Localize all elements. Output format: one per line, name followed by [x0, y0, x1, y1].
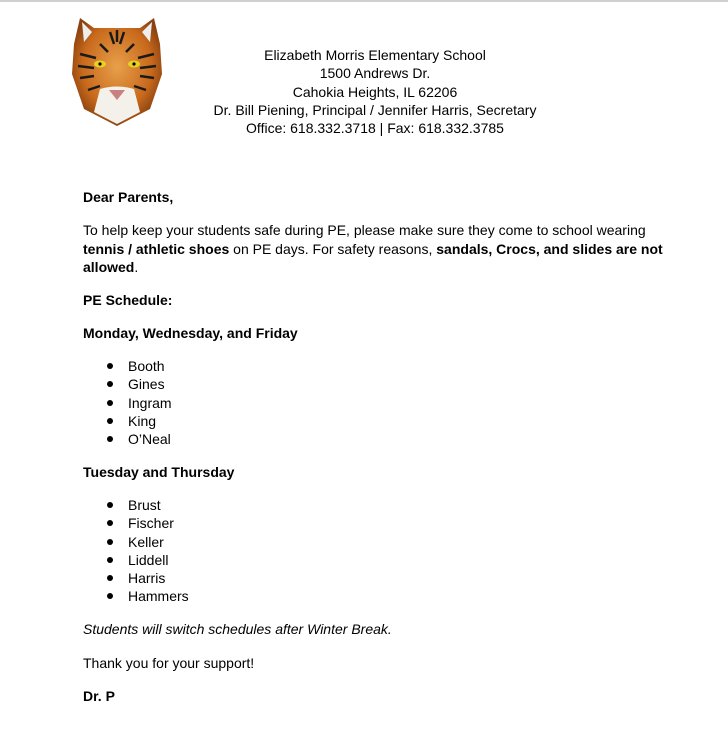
- signature-text: Dr. P: [83, 688, 115, 704]
- group-days: Monday, Wednesday, and Friday: [83, 325, 298, 341]
- group-days: Tuesday and Thursday: [83, 464, 235, 480]
- list-item: Liddell: [83, 551, 663, 569]
- thanks-line: Thank you for your support!: [83, 655, 255, 671]
- intro-paragraph: [83, 221, 663, 277]
- school-staff: Dr. Bill Piening, Principal / Jennifer Harris, Secretary: [213, 101, 537, 118]
- greeting: [83, 188, 663, 207]
- schedule-heading: [83, 291, 663, 310]
- group-mwf-list: [83, 357, 663, 448]
- para-bold-shoes: tennis / athletic shoes: [83, 240, 230, 257]
- tiger-logo-icon: [70, 14, 164, 128]
- school-letterhead: [160, 46, 590, 137]
- para-text: To help keep your students safe during PE, please make sure they come to school wearing: [83, 222, 646, 238]
- list-item: King: [83, 412, 663, 430]
- list-item: O’Neal: [83, 430, 663, 448]
- greeting-text: Dear Parents,: [83, 189, 174, 205]
- group-tt-list: [83, 496, 663, 606]
- school-address: 1500 Andrews Dr.: [319, 65, 431, 82]
- group-mwf-heading: [83, 324, 663, 343]
- schedule-note: Students will switch schedules after Winter Break.: [83, 621, 392, 637]
- list-item: Booth: [83, 357, 663, 375]
- group-tt-heading: [83, 463, 663, 482]
- schedule-heading-text: PE Schedule:: [83, 292, 173, 308]
- list-item: Brust: [83, 496, 663, 514]
- signature: [83, 687, 663, 706]
- list-item: Keller: [83, 533, 663, 551]
- list-item: Ingram: [83, 394, 663, 412]
- para-text: on PE days. For safety reasons,: [229, 240, 437, 257]
- list-item: Harris: [83, 569, 663, 587]
- para-bold-not-allowed: sandals, Crocs, and slides are not allowed: [83, 240, 663, 275]
- list-item: Gines: [83, 375, 663, 393]
- school-name: Elizabeth Morris Elementary School: [264, 47, 486, 63]
- para-text: .: [134, 259, 139, 275]
- top-border: [0, 0, 728, 2]
- list-item: Hammers: [83, 587, 663, 605]
- school-city: Cahokia Heights, IL 62206: [292, 83, 458, 100]
- list-item: Fischer: [83, 514, 663, 532]
- school-phone: Office: 618.332.3718 | Fax: 618.332.3785: [246, 120, 504, 137]
